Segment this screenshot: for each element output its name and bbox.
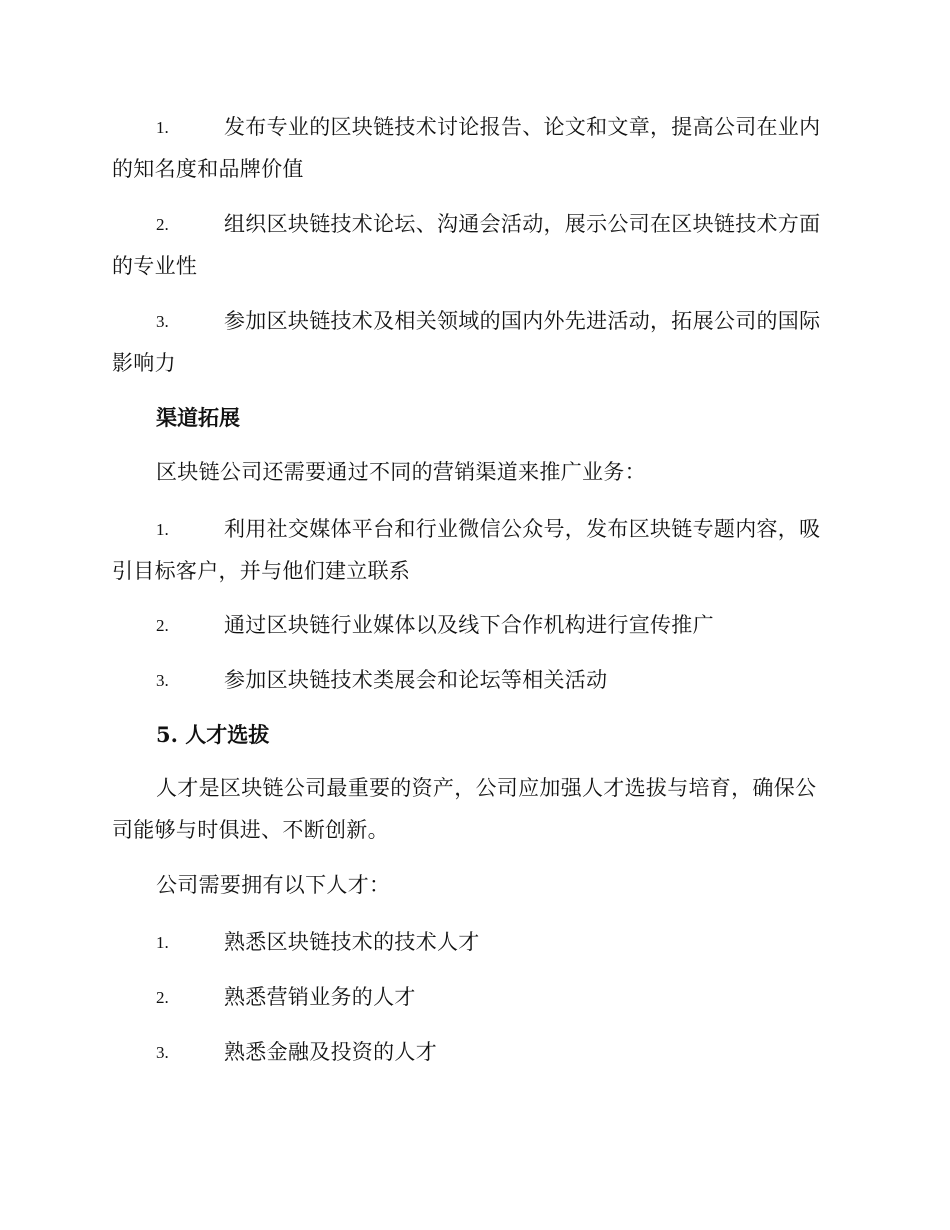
list-item-text: 熟悉金融及投资的人才 <box>224 1040 437 1064</box>
list-item-number: 2. <box>156 616 169 635</box>
talent-paragraph: 人才是区块链公司最重要的资产，公司应加强人才选拔与培育，确保公司能够与时俱进、不断创新。 <box>112 776 817 842</box>
list-item-text: 通过区块链行业媒体以及线下合作机构进行宣传推广 <box>224 613 714 637</box>
channel-intro-paragraph: 区块链公司还需要通过不同的营销渠道来推广业务： <box>156 460 646 484</box>
list-item-number: 3. <box>156 312 169 331</box>
list-item-number: 3. <box>156 1043 169 1062</box>
list-item-number: 1. <box>156 520 169 539</box>
list-item-text: 利用社交媒体平台和行业微信公众号，发布区块链专题内容，吸引目标客户，并与他们建立联系 <box>112 517 821 583</box>
section-heading-talent: 5. 人才选拔 <box>156 722 270 747</box>
list-item-text: 发布专业的区块链技术讨论报告、论文和文章，提高公司在业内的知名度和品牌价值 <box>112 115 821 181</box>
list-item-text: 熟悉营销业务的人才 <box>224 985 416 1009</box>
list-item-text: 参加区块链技术及相关领域的国内外先进活动，拓展公司的国际影响力 <box>112 309 821 375</box>
section-heading-channel: 渠道拓展 <box>156 405 240 430</box>
talent-intro-paragraph: 公司需要拥有以下人才： <box>156 873 391 897</box>
list-item-text: 组织区块链技术论坛、沟通会活动，展示公司在区块链技术方面的专业性 <box>112 212 821 278</box>
list-item-number: 3. <box>156 671 169 690</box>
list-item-number: 1. <box>156 118 169 137</box>
list-item-number: 2. <box>156 988 169 1007</box>
list-item-number: 2. <box>156 215 169 234</box>
list-item-text: 参加区块链技术类展会和论坛等相关活动 <box>224 668 608 692</box>
list-item-number: 1. <box>156 933 169 952</box>
list-item-text: 熟悉区块链技术的技术人才 <box>224 930 480 954</box>
